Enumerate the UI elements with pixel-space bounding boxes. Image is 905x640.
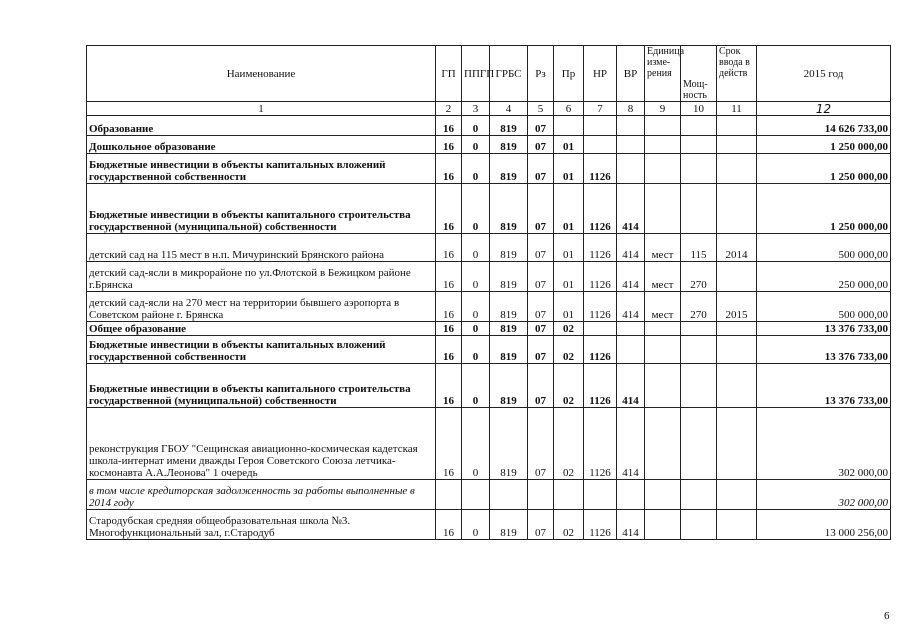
cell-nr: 1126 (584, 234, 617, 262)
cell-gp: 16 (436, 408, 462, 480)
header-row (87, 46, 891, 102)
cell-name: Бюджетные инвестиции в объекты капитального строительства государственной (муниципальной) собственности (87, 184, 436, 234)
cell-unit (645, 408, 681, 480)
cell-pr: 01 (554, 292, 584, 322)
cell-nr (584, 136, 617, 154)
table-row (87, 136, 891, 154)
cell-nr: 1126 (584, 408, 617, 480)
header-power: Мощ-ность (681, 46, 717, 102)
cell-pr: 01 (554, 234, 584, 262)
cell-ppgp (462, 480, 490, 510)
cell-term (717, 136, 757, 154)
cell-gp: 16 (436, 322, 462, 336)
cell-name: Образование (87, 116, 436, 136)
cell-name: детский сад на 115 мест в н.п. Мичуринский Брянского района (87, 234, 436, 262)
cell-vr (617, 154, 645, 184)
cell-gp (436, 480, 462, 510)
cell-ppgp: 0 (462, 136, 490, 154)
cell-grbs: 819 (490, 262, 528, 292)
cell-unit (645, 336, 681, 364)
cell-rz: 07 (528, 510, 554, 540)
col-number: 12 (757, 102, 891, 116)
col-number: 2 (436, 102, 462, 116)
header-year: 2015 год (757, 46, 891, 102)
cell-gp: 16 (436, 510, 462, 540)
cell-nr (584, 322, 617, 336)
table-row (87, 116, 891, 136)
table-row (87, 408, 891, 480)
cell-term (717, 336, 757, 364)
cell-term (717, 364, 757, 408)
cell-pr: 02 (554, 510, 584, 540)
cell-power (681, 322, 717, 336)
cell-amount: 302 000,00 (757, 408, 891, 480)
header-name: Наименование (87, 46, 436, 102)
cell-nr (584, 116, 617, 136)
cell-pr: 01 (554, 262, 584, 292)
cell-pr: 01 (554, 154, 584, 184)
cell-vr: 414 (617, 262, 645, 292)
table-row (87, 322, 891, 336)
col-number: 5 (528, 102, 554, 116)
cell-amount: 13 376 733,00 (757, 322, 891, 336)
cell-rz: 07 (528, 234, 554, 262)
cell-unit (645, 364, 681, 408)
table-row (87, 154, 891, 184)
col-number: 8 (617, 102, 645, 116)
cell-nr: 1126 (584, 184, 617, 234)
cell-name: Дошкольное образование (87, 136, 436, 154)
cell-name: Общее образование (87, 322, 436, 336)
header-nr: НР (584, 46, 617, 102)
cell-vr (617, 336, 645, 364)
cell-amount: 13 376 733,00 (757, 336, 891, 364)
cell-amount: 1 250 000,00 (757, 154, 891, 184)
cell-nr (584, 480, 617, 510)
table-row (87, 262, 891, 292)
cell-name: реконструкция ГБОУ "Сещинская авиационно-космическая кадетская школа-интернат имени дважды Героя Советского Союза летчика-космонавта А.А.Леонова" 1 очередь (87, 408, 436, 480)
table-row (87, 292, 891, 322)
header-ppgp: ППГП (462, 46, 490, 102)
cell-vr (617, 136, 645, 154)
cell-grbs: 819 (490, 364, 528, 408)
cell-term (717, 116, 757, 136)
cell-pr: 02 (554, 408, 584, 480)
cell-grbs (490, 480, 528, 510)
col-number: 6 (554, 102, 584, 116)
cell-unit: мест (645, 292, 681, 322)
cell-name: в том числе кредиторская задолженность за работы выполненные в 2014 году (87, 480, 436, 510)
cell-amount: 250 000,00 (757, 262, 891, 292)
cell-rz: 07 (528, 116, 554, 136)
cell-grbs: 819 (490, 322, 528, 336)
table-row (87, 480, 891, 510)
cell-name: Бюджетные инвестиции в объекты капитальных вложений государственной собственности (87, 154, 436, 184)
cell-gp: 16 (436, 154, 462, 184)
cell-grbs: 819 (490, 408, 528, 480)
cell-power (681, 154, 717, 184)
cell-ppgp: 0 (462, 322, 490, 336)
cell-vr (617, 116, 645, 136)
cell-rz: 07 (528, 262, 554, 292)
col-number: 10 (681, 102, 717, 116)
cell-amount: 1 250 000,00 (757, 184, 891, 234)
cell-vr (617, 322, 645, 336)
cell-name: детский сад-ясли в микрорайоне по ул.Флотской в Бежицком районе г.Брянска (87, 262, 436, 292)
cell-power (681, 336, 717, 364)
cell-rz: 07 (528, 408, 554, 480)
col-number: 7 (584, 102, 617, 116)
cell-pr (554, 480, 584, 510)
cell-power (681, 408, 717, 480)
cell-pr (554, 116, 584, 136)
cell-ppgp: 0 (462, 116, 490, 136)
cell-power: 270 (681, 292, 717, 322)
cell-grbs: 819 (490, 136, 528, 154)
header-unit: Единица изме-рения (645, 46, 681, 102)
cell-term (717, 322, 757, 336)
cell-unit (645, 184, 681, 234)
cell-term (717, 408, 757, 480)
cell-power: 115 (681, 234, 717, 262)
col-number: 9 (645, 102, 681, 116)
cell-gp: 16 (436, 136, 462, 154)
cell-grbs: 819 (490, 292, 528, 322)
cell-term (717, 262, 757, 292)
cell-unit (645, 116, 681, 136)
cell-vr: 414 (617, 234, 645, 262)
table-row (87, 510, 891, 540)
page-number: 6 (884, 610, 890, 622)
cell-grbs: 819 (490, 336, 528, 364)
cell-ppgp: 0 (462, 336, 490, 364)
cell-amount: 1 250 000,00 (757, 136, 891, 154)
cell-grbs: 819 (490, 154, 528, 184)
cell-grbs: 819 (490, 234, 528, 262)
cell-vr: 414 (617, 408, 645, 480)
cell-term (717, 480, 757, 510)
cell-name: Бюджетные инвестиции в объекты капитального строительства государственной (муниципальной) собственности (87, 364, 436, 408)
cell-amount: 500 000,00 (757, 292, 891, 322)
cell-nr: 1126 (584, 510, 617, 540)
cell-name: детский сад-ясли на 270 мест на территории бывшего аэропорта в Советском районе г. Брянска (87, 292, 436, 322)
header-pr: Пр (554, 46, 584, 102)
cell-unit (645, 322, 681, 336)
cell-ppgp: 0 (462, 364, 490, 408)
budget-table (86, 45, 891, 540)
cell-unit: мест (645, 262, 681, 292)
cell-rz: 07 (528, 184, 554, 234)
cell-ppgp: 0 (462, 234, 490, 262)
cell-pr: 02 (554, 336, 584, 364)
cell-power (681, 184, 717, 234)
cell-gp: 16 (436, 364, 462, 408)
header-rz: Рз (528, 46, 554, 102)
cell-unit (645, 510, 681, 540)
cell-vr: 414 (617, 364, 645, 408)
cell-ppgp: 0 (462, 262, 490, 292)
cell-nr: 1126 (584, 364, 617, 408)
cell-nr: 1126 (584, 336, 617, 364)
cell-pr: 01 (554, 136, 584, 154)
cell-rz: 07 (528, 136, 554, 154)
cell-gp: 16 (436, 234, 462, 262)
cell-rz: 07 (528, 336, 554, 364)
cell-gp: 16 (436, 262, 462, 292)
header-grbs: ГРБС (490, 46, 528, 102)
cell-amount: 13 000 256,00 (757, 510, 891, 540)
cell-name: Стародубская средняя общеобразовательная школа №3. Многофункциональный зал, г.Стародуб (87, 510, 436, 540)
cell-unit (645, 480, 681, 510)
cell-unit (645, 154, 681, 184)
cell-ppgp: 0 (462, 184, 490, 234)
cell-unit: мест (645, 234, 681, 262)
cell-power (681, 480, 717, 510)
cell-term (717, 510, 757, 540)
col-number: 4 (490, 102, 528, 116)
header-term: Срок ввода в действ (717, 46, 757, 102)
cell-vr: 414 (617, 510, 645, 540)
cell-gp: 16 (436, 336, 462, 364)
col-number: 3 (462, 102, 490, 116)
cell-rz (528, 480, 554, 510)
cell-grbs: 819 (490, 510, 528, 540)
cell-vr: 414 (617, 184, 645, 234)
cell-ppgp: 0 (462, 510, 490, 540)
cell-rz: 07 (528, 322, 554, 336)
cell-gp: 16 (436, 292, 462, 322)
cell-nr: 1126 (584, 292, 617, 322)
header-gp: ГП (436, 46, 462, 102)
cell-unit (645, 136, 681, 154)
cell-power (681, 510, 717, 540)
cell-vr: 414 (617, 292, 645, 322)
table-row (87, 336, 891, 364)
header-vr: ВР (617, 46, 645, 102)
cell-amount: 302 000,00 (757, 480, 891, 510)
cell-nr: 1126 (584, 262, 617, 292)
cell-power (681, 364, 717, 408)
cell-power: 270 (681, 262, 717, 292)
cell-gp: 16 (436, 116, 462, 136)
cell-grbs: 819 (490, 116, 528, 136)
cell-term (717, 184, 757, 234)
cell-name: Бюджетные инвестиции в объекты капитальных вложений государственной собственности (87, 336, 436, 364)
cell-ppgp: 0 (462, 154, 490, 184)
cell-rz: 07 (528, 364, 554, 408)
cell-amount: 13 376 733,00 (757, 364, 891, 408)
cell-vr (617, 480, 645, 510)
col-number: 11 (717, 102, 757, 116)
cell-nr: 1126 (584, 154, 617, 184)
column-number-row (87, 102, 891, 116)
cell-pr: 02 (554, 364, 584, 408)
cell-power (681, 136, 717, 154)
cell-ppgp: 0 (462, 292, 490, 322)
cell-amount: 14 626 733,00 (757, 116, 891, 136)
cell-grbs: 819 (490, 184, 528, 234)
table-row (87, 364, 891, 408)
cell-gp: 16 (436, 184, 462, 234)
cell-pr: 02 (554, 322, 584, 336)
cell-term (717, 154, 757, 184)
cell-term: 2014 (717, 234, 757, 262)
table-row (87, 184, 891, 234)
cell-term: 2015 (717, 292, 757, 322)
col-number: 1 (87, 102, 436, 116)
table-row (87, 234, 891, 262)
cell-ppgp: 0 (462, 408, 490, 480)
cell-pr: 01 (554, 184, 584, 234)
cell-power (681, 116, 717, 136)
cell-rz: 07 (528, 292, 554, 322)
cell-amount: 500 000,00 (757, 234, 891, 262)
cell-rz: 07 (528, 154, 554, 184)
